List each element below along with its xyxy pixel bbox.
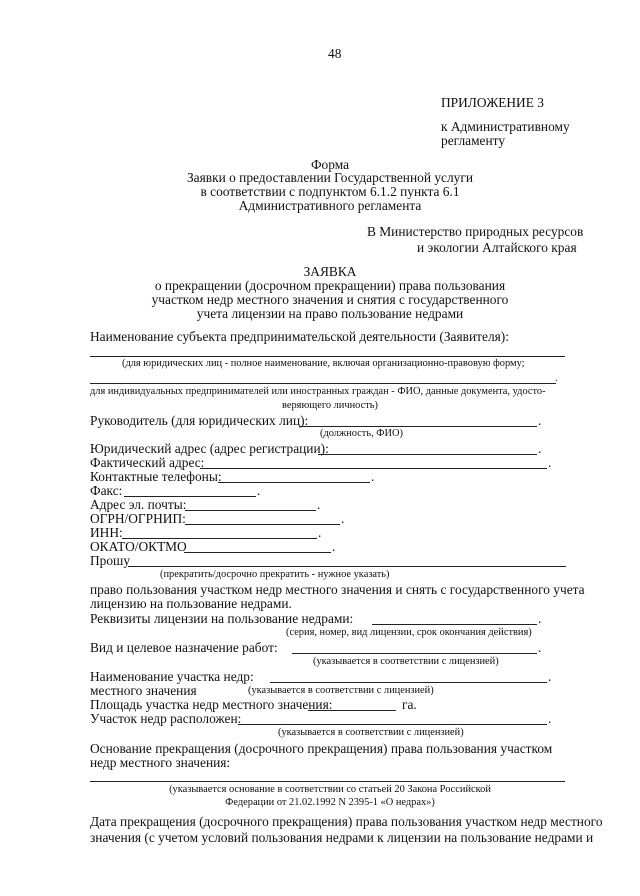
request-hint: (прекратить/досрочно прекратить - нужное указать) bbox=[160, 569, 390, 580]
email-label: Адрес эл. почты: bbox=[90, 497, 187, 512]
license-hint: (серия, номер, вид лицензии, срок окончания действия) bbox=[286, 627, 532, 638]
line-end-dot: . bbox=[548, 669, 552, 684]
addressee-line: и экологии Алтайского края bbox=[417, 240, 577, 255]
appendix-line: к Административному bbox=[441, 119, 570, 134]
line-end-dot: . bbox=[548, 455, 552, 470]
application-subtitle: участком недр местного значения и снятия с государственного bbox=[151, 292, 509, 307]
applicant-individual-hint: для индивидуальных предпринимателей или иностранных граждан - ФИО, данные документа, удосто- bbox=[90, 386, 546, 397]
legal-address-line[interactable] bbox=[318, 454, 537, 455]
applicant-name-line[interactable] bbox=[90, 356, 565, 357]
application-title: ЗАЯВКА bbox=[303, 264, 357, 279]
line-end-dot: . bbox=[332, 539, 336, 554]
appendix-line: регламенту bbox=[441, 133, 506, 148]
phones-label: Контактные телефоны: bbox=[90, 469, 222, 484]
work-type-line[interactable] bbox=[292, 653, 537, 654]
line-end-dot: . bbox=[538, 611, 542, 626]
application-subtitle: о прекращении (досрочном прекращении) права пользования bbox=[154, 278, 506, 293]
date-text: значения (с учетом условий пользования недрами к лицензии на пользование недрами и bbox=[90, 830, 594, 845]
appendix-title: ПРИЛОЖЕНИЕ 3 bbox=[441, 95, 544, 110]
request-line[interactable] bbox=[128, 566, 566, 567]
plot-area-unit: га. bbox=[402, 697, 417, 712]
paragraph-line: право пользования участком недр местного значения и снять с государственного учета bbox=[90, 582, 585, 597]
inn-label: ИНН: bbox=[90, 525, 123, 540]
email-line[interactable] bbox=[185, 510, 316, 511]
actual-address-label: Фактический адрес: bbox=[90, 455, 205, 470]
work-type-label: Вид и целевое назначение работ: bbox=[90, 640, 278, 655]
form-header-line: в соответствии с подпунктом 6.1.2 пункта 6.1 bbox=[200, 184, 460, 199]
license-label: Реквизиты лицензии на пользование недрами: bbox=[90, 611, 354, 626]
line-end-dot: . bbox=[548, 711, 552, 726]
plot-name-hint: (указывается в соответствии с лицензией) bbox=[248, 685, 434, 696]
page-number: 48 bbox=[328, 46, 342, 61]
basis-line[interactable] bbox=[90, 781, 565, 782]
line-end-dot: . bbox=[257, 483, 261, 498]
okato-label: ОКАТО/ОКТМО bbox=[90, 539, 187, 554]
addressee-line: В Министерство природных ресурсов bbox=[367, 224, 584, 239]
ogrn-label: ОГРН/ОГРНИП: bbox=[90, 511, 186, 526]
plot-location-label: Участок недр расположен: bbox=[90, 711, 242, 726]
line-end-dot: . bbox=[317, 497, 321, 512]
form-header-title: Форма bbox=[310, 157, 350, 172]
line-end-dot: . bbox=[538, 441, 542, 456]
license-line[interactable] bbox=[372, 624, 537, 625]
plot-location-line[interactable] bbox=[238, 724, 547, 725]
ogrn-line[interactable] bbox=[185, 524, 340, 525]
applicant-individual-line[interactable] bbox=[90, 383, 556, 384]
basis-hint: (указывается основание в соответствии со статьей 20 Закона Российской bbox=[169, 784, 491, 795]
line-end-dot: . bbox=[371, 469, 375, 484]
line-end-dot: . bbox=[341, 511, 345, 526]
plot-name-label: местного значения bbox=[90, 683, 197, 698]
form-header-line: Заявки о предоставлении Государственной услуги bbox=[186, 170, 474, 185]
legal-address-label: Юридический адрес (адрес регистрации): bbox=[90, 441, 329, 456]
applicant-legal-hint: (для юридических лиц - полное наименование, включая организационно-правовую форму; bbox=[122, 358, 525, 369]
fax-label: Факс: bbox=[90, 483, 123, 498]
line-end-dot: . bbox=[538, 413, 542, 428]
date-text: Дата прекращения (досрочного прекращения) права пользования участком недр местного bbox=[90, 814, 603, 829]
applicant-individual-hint: веряющего личность) bbox=[282, 400, 378, 411]
head-input-line[interactable] bbox=[300, 426, 537, 427]
line-end-dot: . bbox=[318, 525, 322, 540]
form-header-line: Административного регламента bbox=[238, 198, 422, 213]
basis-hint: Федерации от 21.02.1992 N 2395-1 «О недрах») bbox=[225, 797, 435, 808]
phones-line[interactable] bbox=[218, 482, 370, 483]
request-label: Прошу bbox=[90, 553, 131, 568]
plot-area-line[interactable] bbox=[308, 710, 396, 711]
head-hint: (должность, ФИО) bbox=[320, 428, 403, 439]
plot-location-hint: (указывается в соответствии с лицензией) bbox=[278, 727, 464, 738]
plot-name-label: Наименование участка недр: bbox=[90, 669, 254, 684]
head-label: Руководитель (для юридических лиц): bbox=[90, 413, 309, 428]
work-type-hint: (указывается в соответствии с лицензией) bbox=[313, 656, 499, 667]
okato-line[interactable] bbox=[184, 552, 331, 553]
paragraph-line: лицензию на пользование недрами. bbox=[90, 596, 292, 611]
basis-text: Основание прекращения (досрочного прекращения) права пользования участком bbox=[90, 741, 553, 756]
applicant-label: Наименование субъекта предпринимательской деятельности (Заявителя): bbox=[90, 329, 509, 344]
plot-area-label: Площадь участка недр местного значения: bbox=[90, 697, 333, 712]
line-end-dot: . bbox=[538, 640, 542, 655]
basis-text: недр местного значения: bbox=[90, 755, 231, 770]
line-end-dot: . bbox=[555, 373, 558, 384]
plot-name-line[interactable] bbox=[270, 682, 547, 683]
application-subtitle: учета лицензии на право пользование недрами bbox=[196, 306, 464, 321]
